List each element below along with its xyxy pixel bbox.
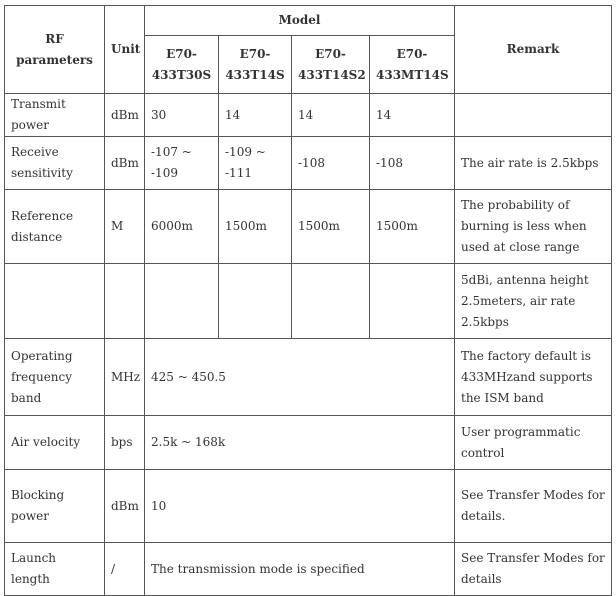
- header-remark: Remark: [455, 6, 612, 94]
- table-row-receive-sensitivity: [5, 137, 612, 190]
- empty-cell: [370, 264, 455, 339]
- value-cell: 10: [145, 470, 455, 543]
- unit-cell: MHz: [105, 339, 145, 416]
- value-cell: 30: [145, 94, 219, 137]
- value-cell: 1500m: [219, 190, 292, 264]
- empty-cell: [105, 264, 145, 339]
- table-row-antenna-note: [5, 264, 612, 339]
- unit-cell: dBm: [105, 94, 145, 137]
- empty-cell: [219, 264, 292, 339]
- value-cell: 14: [219, 94, 292, 137]
- remark-cell: User programmatic control: [455, 416, 612, 470]
- table-row-air-velocity: [5, 416, 612, 470]
- param-label: Reference distance: [5, 190, 105, 264]
- unit-cell: dBm: [105, 137, 145, 190]
- param-label: Operating frequency band: [5, 339, 105, 416]
- remark-cell: The factory default is 433MHzand supports the ISM band: [455, 339, 612, 416]
- remark-cell: 5dBi, antenna height 2.5meters, air rate 2.5kbps: [455, 264, 612, 339]
- header-model-e70-433t14s2: E70-433T14S2: [292, 36, 370, 94]
- remark-cell: See Transfer Modes for details: [455, 543, 612, 596]
- value-cell: 425 ~ 450.5: [145, 339, 455, 416]
- header-unit: Unit: [105, 6, 145, 94]
- value-cell: 14: [370, 94, 455, 137]
- header-model: Model: [145, 6, 455, 36]
- value-cell: -108: [370, 137, 455, 190]
- table-row-transmit-power: [5, 94, 612, 137]
- param-label: Transmit power: [5, 94, 105, 137]
- param-label: Blocking power: [5, 470, 105, 543]
- header-model-e70-433mt14s: E70-433MT14S: [370, 36, 455, 94]
- remark-cell: The air rate is 2.5kbps: [455, 137, 612, 190]
- rf-parameters-table: [4, 5, 612, 596]
- value-cell: 14: [292, 94, 370, 137]
- empty-cell: [292, 264, 370, 339]
- value-cell: The transmission mode is specified: [145, 543, 455, 596]
- empty-cell: [145, 264, 219, 339]
- header-model-e70-433t30s: E70-433T30S: [145, 36, 219, 94]
- value-cell: 2.5k ~ 168k: [145, 416, 455, 470]
- unit-cell: /: [105, 543, 145, 596]
- unit-cell: bps: [105, 416, 145, 470]
- empty-cell: [5, 264, 105, 339]
- param-label: Air velocity: [5, 416, 105, 470]
- value-cell: -109 ~ -111: [219, 137, 292, 190]
- table-row-launch-length: [5, 543, 612, 596]
- table-row-operating-frequency-band: [5, 339, 612, 416]
- remark-cell: See Transfer Modes for details.: [455, 470, 612, 543]
- value-cell: 6000m: [145, 190, 219, 264]
- remark-cell: The probability of burning is less when used at close range: [455, 190, 612, 264]
- table-row-reference-distance: [5, 190, 612, 264]
- param-label: Receive sensitivity: [5, 137, 105, 190]
- unit-cell: M: [105, 190, 145, 264]
- unit-cell: dBm: [105, 470, 145, 543]
- header-model-e70-433t14s: E70-433T14S: [219, 36, 292, 94]
- param-label: Launch length: [5, 543, 105, 596]
- remark-cell: [455, 94, 612, 137]
- table-row-blocking-power: [5, 470, 612, 543]
- value-cell: 1500m: [292, 190, 370, 264]
- value-cell: -107 ~ -109: [145, 137, 219, 190]
- value-cell: 1500m: [370, 190, 455, 264]
- header-rf-parameters: RF parameters: [5, 6, 105, 94]
- value-cell: -108: [292, 137, 370, 190]
